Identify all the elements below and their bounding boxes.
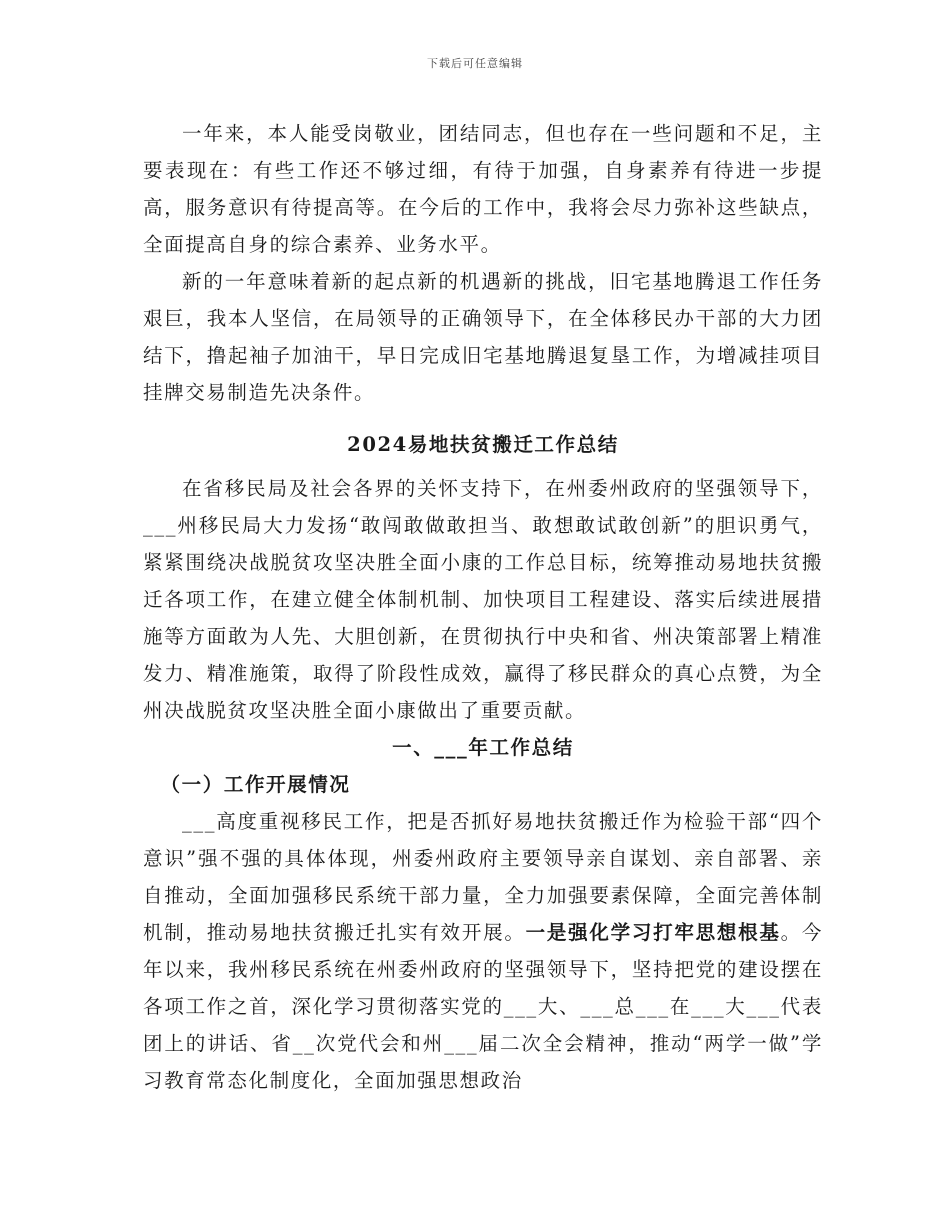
bold-key-point: 一是强化学习打牢思想根基 xyxy=(525,921,781,944)
paragraph-work-progress xyxy=(143,803,823,1099)
paragraph-new-year-outlook: 新的一年意味着新的起点新的机遇新的挑战，旧宅基地腾退工作任务艰巨，我本人坚信，在局领导的正确领导下，在全体移民办干部的大力团结下，撸起袖子加油干，早日完成旧宅基地腾退复垦工作，为增减挂项目挂牌交易制造先决条件。 xyxy=(143,270,823,404)
paragraph-text-start: ___高度重视移民工作，把是否抓好易地扶贫搬迁作为检验干部“四个意识”强不强的具体体现，州委州政府主要领导亲自谋划、亲自部署、亲自推动，全面加强移民系统干部力量，全力加强要素保障，全面完善体制机制，推动易地扶贫搬迁扎实有效开展。 xyxy=(143,810,823,944)
section-heading: 一、___年工作总结 xyxy=(392,736,574,759)
page-header-note: 下载后可任意编辑 xyxy=(427,57,523,70)
subsection-heading: （一）工作开展情况 xyxy=(160,773,351,796)
document-body xyxy=(143,115,823,1099)
document-title: 2024易地扶贫搬迁工作总结 xyxy=(347,433,619,456)
paragraph-intro: 在省移民局及社会各界的关怀支持下，在州委州政府的坚强领导下，___州移民局大力发扬“敢闯敢做敢担当、敢想敢试敢创新”的胆识勇气，紧紧围绕决战脱贫攻坚决胜全面小康的工作总目标，统筹推动易地扶贫搬迁各项工作，在建立健全体制机制、加快项目工程建设、落实后续进展措施等方面敢为人先、大胆创新，在贯彻执行中央和省、州决策部署上精准发力、精准施策，取得了阶段性成效，赢得了移民群众的真心点赞，为全州决战脱贫攻坚决胜全面小康做出了重要贡献。 xyxy=(143,477,823,722)
paragraph-self-review: 一年来，本人能受岗敬业，团结同志，但也存在一些问题和不足，主要表现在：有些工作还不够过细，有待于加强，自身素养有待进一步提高，服务意识有待提高等。在今后的工作中，我将会尽力弥补这些缺点，全面提高自身的综合素养、业务水平。 xyxy=(143,122,823,256)
paragraph-text-rest: 。今年以来，我州移民系统在州委州政府的坚强领导下，坚持把党的建设摆在各项工作之首，深化学习贯彻落实党的___大、___总___在___大___代表团上的讲话、省__次党代会和州___届二次全会精神，推动“两学一做”学习教育常态化制度化，全面加强思想政治 xyxy=(143,921,823,1092)
